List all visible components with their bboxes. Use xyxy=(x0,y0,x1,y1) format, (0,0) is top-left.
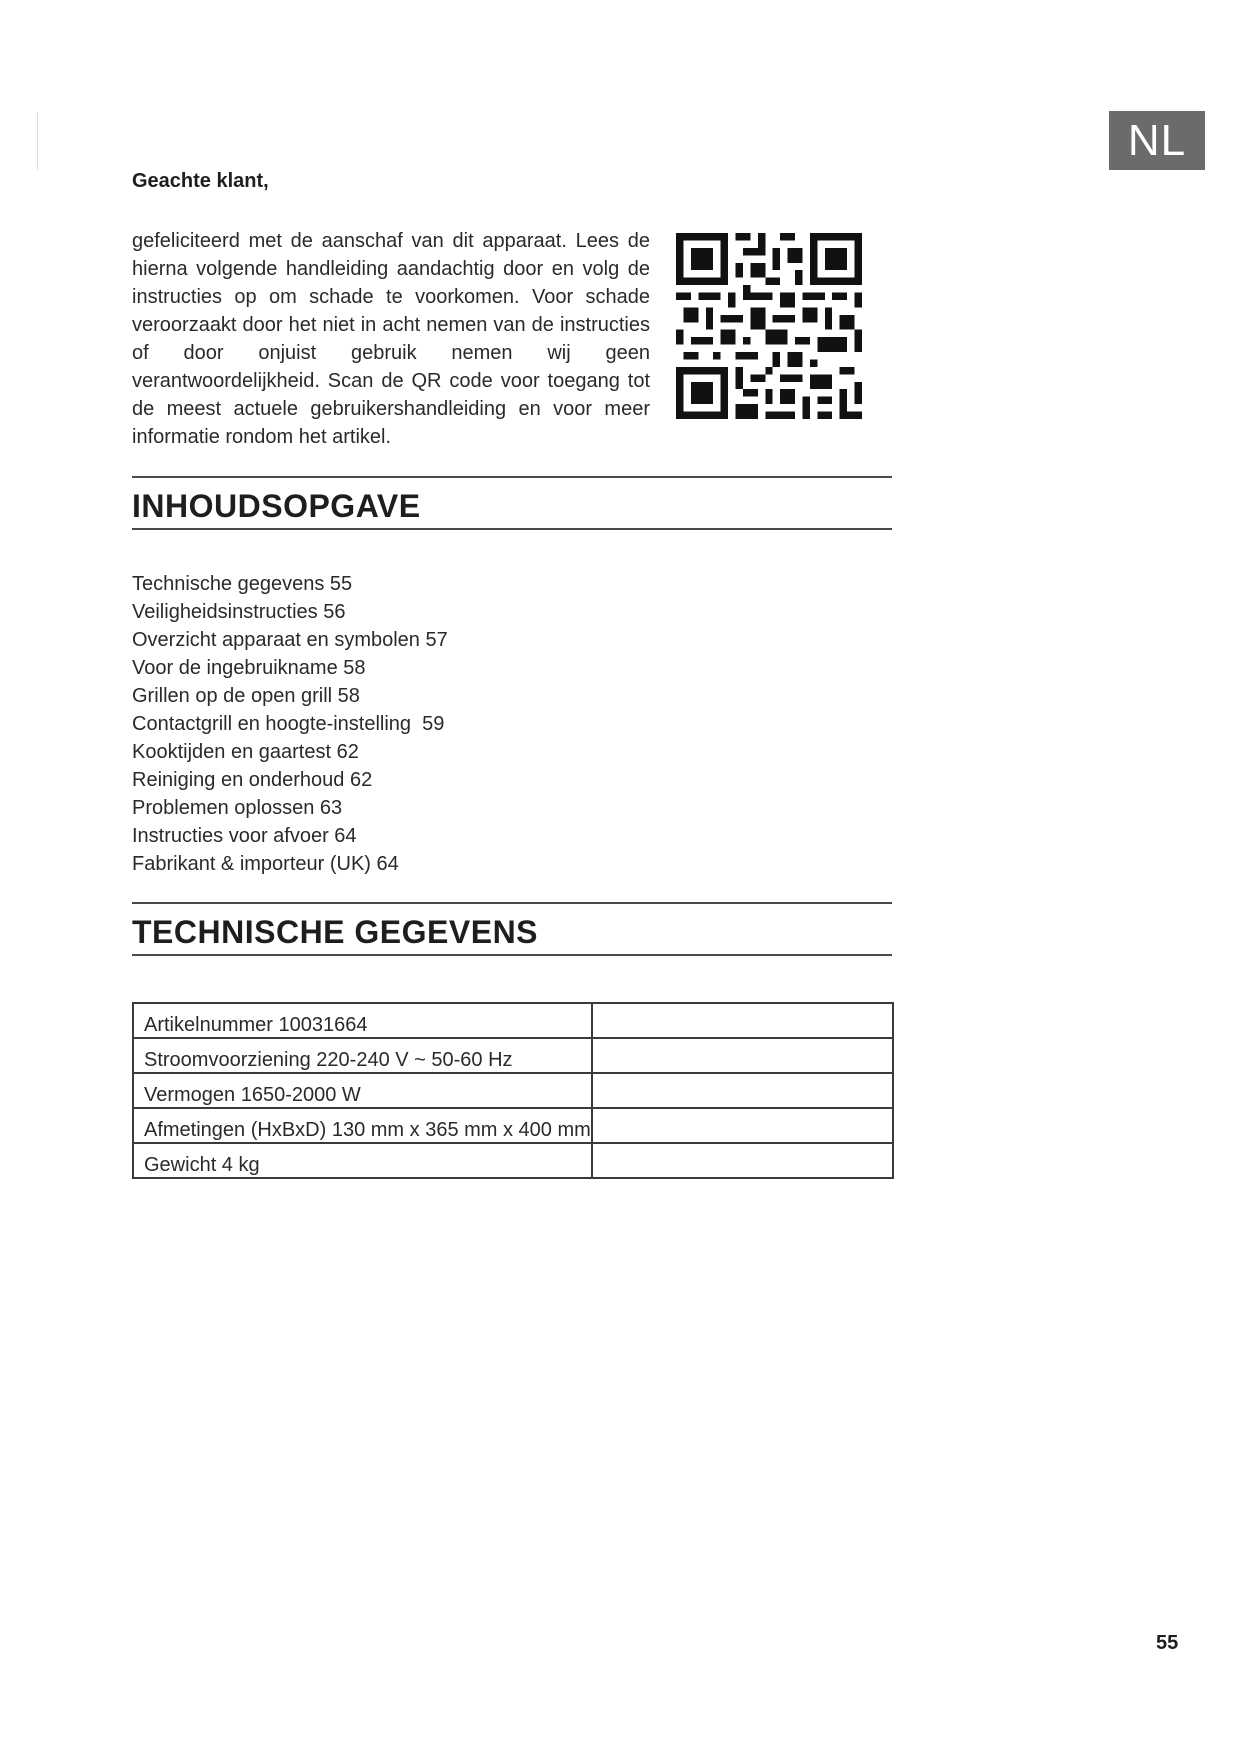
toc-item[interactable]: Technische gegevens 55 xyxy=(132,573,353,595)
toc-item[interactable]: Contactgrill en hoogte-instelling 59 xyxy=(132,713,445,735)
toc-item[interactable]: Grillen op de open grill 58 xyxy=(132,685,360,707)
table-row xyxy=(133,1003,893,1038)
toc-item[interactable]: Instructies voor afvoer 64 xyxy=(132,825,357,847)
spec-cell: Stroomvoorziening 220-240 V ~ 50-60 Hz xyxy=(133,1038,592,1073)
toc-item[interactable]: Voor de ingebruikname 58 xyxy=(132,657,366,679)
specs-title: TECHNISCHE GEGEVENS xyxy=(132,914,539,950)
qr-code-icon[interactable] xyxy=(676,233,862,419)
page-number: 55 xyxy=(1156,1632,1179,1654)
toc-rule-top xyxy=(132,476,892,478)
spec-cell: Gewicht 4 kg xyxy=(133,1143,592,1178)
spec-cell: Artikelnummer 10031664 xyxy=(133,1003,592,1038)
spec-cell-empty xyxy=(592,1108,893,1143)
toc-item[interactable]: Veiligheidsinstructies 56 xyxy=(132,601,346,623)
table-row xyxy=(133,1038,893,1073)
toc-item[interactable]: Overzicht apparaat en symbolen 57 xyxy=(132,629,448,651)
table-row xyxy=(133,1108,893,1143)
toc-title: INHOUDSOPGAVE xyxy=(132,488,421,524)
greeting: Geachte klant, xyxy=(132,170,269,192)
specs-table xyxy=(132,1002,894,1179)
table-row xyxy=(133,1073,893,1108)
toc-rule-bottom xyxy=(132,528,892,530)
toc-item[interactable]: Reiniging en onderhoud 62 xyxy=(132,769,373,791)
spec-cell: Vermogen 1650-2000 W xyxy=(133,1073,592,1108)
table-of-contents xyxy=(132,570,448,878)
language-badge: NL xyxy=(1109,111,1205,170)
spec-cell: Afmetingen (HxBxD) 130 mm x 365 mm x 400 mm xyxy=(133,1108,592,1143)
spec-cell-empty xyxy=(592,1038,893,1073)
specs-rule-bottom xyxy=(132,954,892,956)
margin-line xyxy=(37,112,38,170)
spec-cell-empty xyxy=(592,1003,893,1038)
specs-rule-top xyxy=(132,902,892,904)
toc-item[interactable]: Problemen oplossen 63 xyxy=(132,797,343,819)
toc-item[interactable]: Fabrikant & importeur (UK) 64 xyxy=(132,853,399,875)
spec-cell-empty xyxy=(592,1073,893,1108)
spec-cell-empty xyxy=(592,1143,893,1178)
intro-paragraph: gefeliciteerd met de aanschaf van dit apparaat. Lees de hierna volgende handleiding aandachtig door en volg de instructies op om schade te voorkomen. Voor schade veroorzaakt door het niet in acht nemen van de instructies of door onjuist gebruik nemen wij geen verantwoordelijkheid. Scan de QR code voor toegang tot de meest actuele gebruikershandleiding en voor meer informatie rondom het artikel. xyxy=(132,230,650,448)
table-row xyxy=(133,1143,893,1178)
toc-item[interactable]: Kooktijden en gaartest 62 xyxy=(132,741,359,763)
